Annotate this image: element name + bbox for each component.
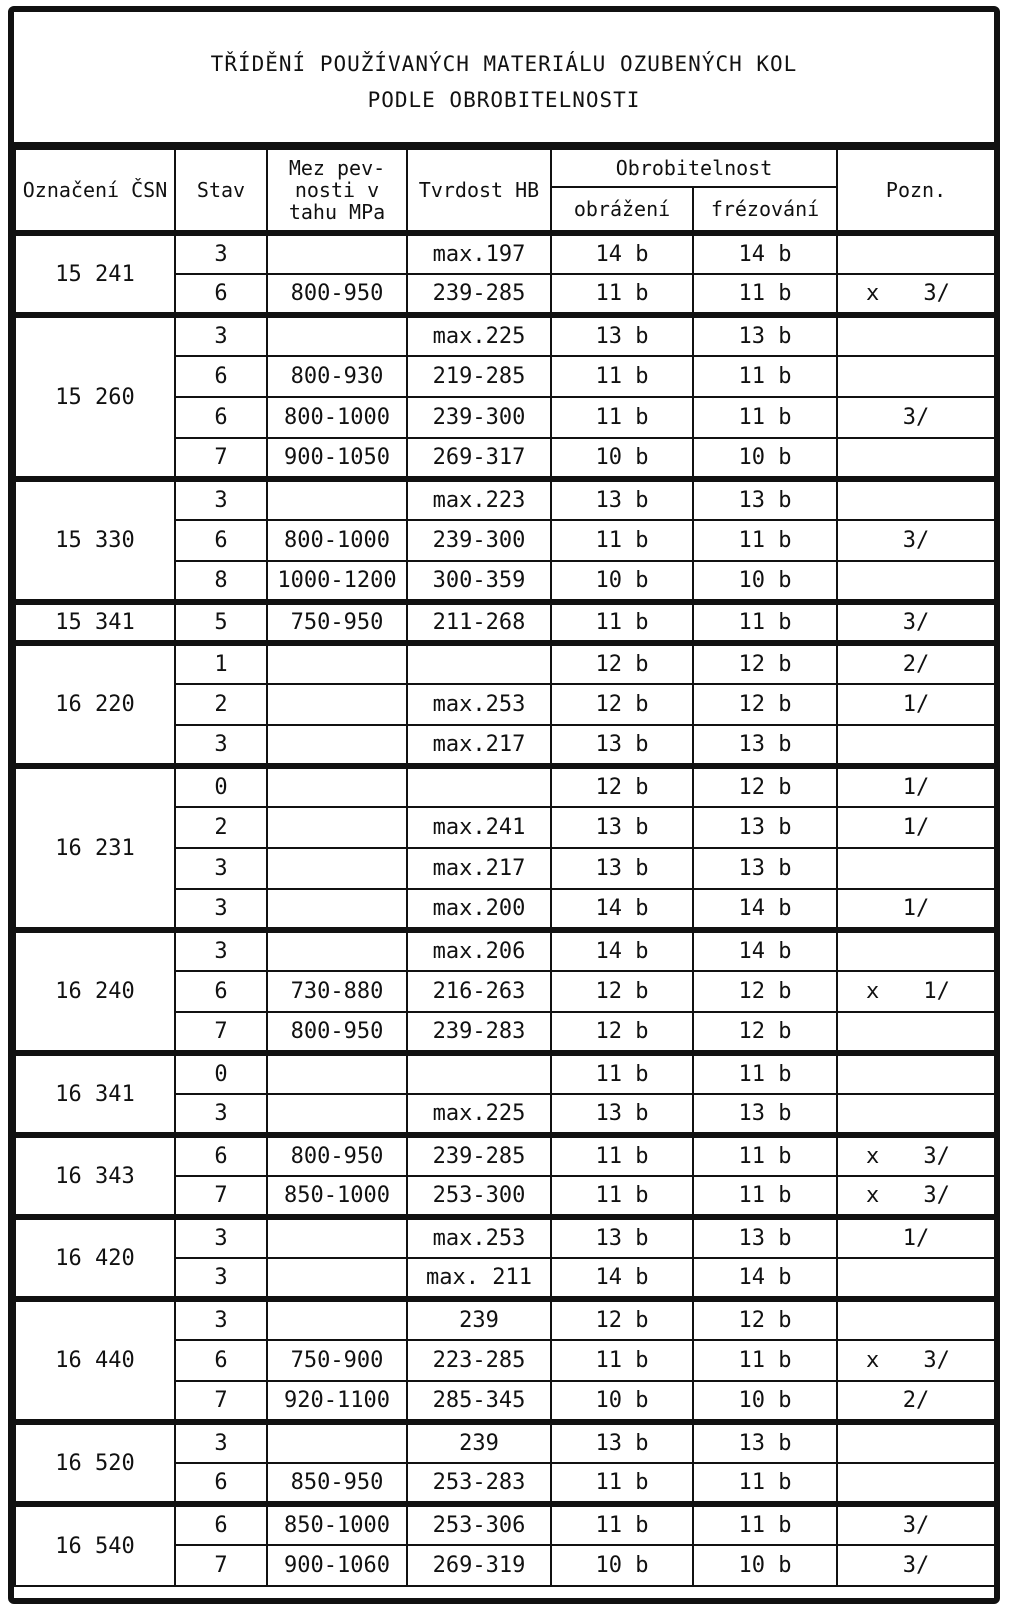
cell-stav: 3	[175, 1217, 267, 1258]
cell-mez-pevnosti: 750-900	[267, 1340, 407, 1381]
cell-obrazeni: 12 b	[551, 766, 693, 807]
cell-mez-pevnosti: 800-1000	[267, 397, 407, 438]
cell-stav: 6	[175, 1504, 267, 1545]
table-row	[15, 1135, 995, 1176]
cell-pozn	[837, 725, 995, 766]
pozn-mark: x	[866, 281, 880, 306]
cell-tvrdost: max.200	[407, 889, 551, 930]
table-row	[15, 1217, 995, 1258]
cell-stav: 2	[175, 684, 267, 725]
cell-stav: 6	[175, 1135, 267, 1176]
cell-obrazeni: 10 b	[551, 1381, 693, 1422]
cell-tvrdost: 239-300	[407, 397, 551, 438]
cell-frezovani: 13 b	[693, 479, 837, 520]
cell-obrazeni: 11 b	[551, 1135, 693, 1176]
pozn-note: 2/	[902, 652, 930, 677]
cell-obrazeni: 13 b	[551, 725, 693, 766]
cell-obrazeni: 12 b	[551, 684, 693, 725]
cell-pozn	[837, 1012, 995, 1053]
cell-tvrdost: 300-359	[407, 561, 551, 602]
cell-pozn	[837, 520, 995, 561]
cell-pozn	[837, 356, 995, 397]
cell-mez-pevnosti	[267, 930, 407, 971]
pozn-note: 1/	[902, 775, 930, 800]
cell-obrazeni: 13 b	[551, 315, 693, 356]
cell-pozn	[837, 766, 995, 807]
cell-frezovani: 14 b	[693, 930, 837, 971]
cell-mez-pevnosti	[267, 889, 407, 930]
pozn-note: 3/	[902, 1513, 930, 1538]
cell-stav: 3	[175, 848, 267, 889]
cell-pozn	[837, 643, 995, 684]
cell-stav: 3	[175, 1258, 267, 1299]
pozn-note: 3/	[902, 405, 930, 430]
cell-mez-pevnosti	[267, 233, 407, 274]
cell-frezovani: 11 b	[693, 397, 837, 438]
cell-tvrdost	[407, 1053, 551, 1094]
header-tvrdost: Tvrdost HB	[407, 149, 551, 233]
cell-obrazeni: 11 b	[551, 1504, 693, 1545]
cell-pozn	[837, 1422, 995, 1463]
cell-stav: 0	[175, 1053, 267, 1094]
cell-obrazeni: 11 b	[551, 520, 693, 561]
cell-pozn	[837, 1340, 995, 1381]
cell-mez-pevnosti	[267, 643, 407, 684]
cell-frezovani: 10 b	[693, 1381, 837, 1422]
cell-mez-pevnosti: 730-880	[267, 971, 407, 1012]
cell-stav: 8	[175, 561, 267, 602]
cell-tvrdost: 285-345	[407, 1381, 551, 1422]
pozn-note: 3/	[902, 1553, 930, 1578]
pozn-note: 2/	[902, 1388, 930, 1413]
table-row	[15, 1299, 995, 1340]
cell-mez-pevnosti: 850-1000	[267, 1504, 407, 1545]
pozn-note: 1/	[923, 979, 950, 1004]
cell-frezovani: 11 b	[693, 1135, 837, 1176]
cell-tvrdost: max. 211	[407, 1258, 551, 1299]
cell-pozn	[837, 1258, 995, 1299]
cell-frezovani: 11 b	[693, 1053, 837, 1094]
cell-stav: 6	[175, 274, 267, 315]
cell-tvrdost: 253-306	[407, 1504, 551, 1545]
header-pozn: Pozn.	[837, 149, 995, 233]
cell-obrazeni: 13 b	[551, 1094, 693, 1135]
cell-frezovani: 13 b	[693, 725, 837, 766]
cell-pozn	[837, 1094, 995, 1135]
cell-mez-pevnosti: 800-950	[267, 1135, 407, 1176]
cell-obrazeni: 10 b	[551, 438, 693, 479]
cell-mez-pevnosti	[267, 1258, 407, 1299]
table-row	[15, 1504, 995, 1545]
cell-csn: 16 540	[15, 1504, 175, 1586]
cell-pozn	[837, 1135, 995, 1176]
cell-stav: 6	[175, 356, 267, 397]
pozn-note: 3/	[902, 528, 930, 553]
cell-csn: 15 330	[15, 479, 175, 602]
cell-frezovani: 11 b	[693, 274, 837, 315]
cell-stav: 7	[175, 438, 267, 479]
cell-obrazeni: 12 b	[551, 971, 693, 1012]
cell-pozn	[837, 438, 995, 479]
cell-frezovani: 13 b	[693, 807, 837, 848]
table-row	[15, 1422, 995, 1463]
cell-pozn	[837, 684, 995, 725]
cell-obrazeni: 13 b	[551, 848, 693, 889]
cell-frezovani: 12 b	[693, 684, 837, 725]
pozn-note: 1/	[902, 815, 930, 840]
cell-frezovani: 10 b	[693, 561, 837, 602]
cell-mez-pevnosti	[267, 1299, 407, 1340]
machinability-table	[14, 148, 996, 1587]
cell-stav: 7	[175, 1012, 267, 1053]
cell-csn: 16 420	[15, 1217, 175, 1299]
cell-obrazeni: 11 b	[551, 1053, 693, 1094]
cell-mez-pevnosti	[267, 684, 407, 725]
cell-mez-pevnosti: 920-1100	[267, 1381, 407, 1422]
cell-csn: 16 231	[15, 766, 175, 930]
cell-obrazeni: 14 b	[551, 930, 693, 971]
cell-obrazeni: 12 b	[551, 1012, 693, 1053]
pozn-mark: x	[866, 1348, 880, 1373]
cell-stav: 3	[175, 889, 267, 930]
table-row	[15, 766, 995, 807]
cell-frezovani: 13 b	[693, 848, 837, 889]
cell-stav: 6	[175, 1340, 267, 1381]
table-row	[15, 233, 995, 274]
cell-pozn	[837, 1217, 995, 1258]
cell-frezovani: 13 b	[693, 1422, 837, 1463]
cell-obrazeni: 13 b	[551, 479, 693, 520]
cell-tvrdost: 269-317	[407, 438, 551, 479]
cell-pozn	[837, 561, 995, 602]
cell-obrazeni: 11 b	[551, 1340, 693, 1381]
cell-stav: 3	[175, 233, 267, 274]
cell-frezovani: 12 b	[693, 766, 837, 807]
cell-pozn	[837, 848, 995, 889]
cell-mez-pevnosti: 800-1000	[267, 520, 407, 561]
pozn-note: 3/	[923, 1144, 950, 1169]
cell-obrazeni: 10 b	[551, 561, 693, 602]
cell-stav: 6	[175, 397, 267, 438]
cell-mez-pevnosti	[267, 1053, 407, 1094]
cell-tvrdost: 253-300	[407, 1176, 551, 1217]
cell-frezovani: 14 b	[693, 1258, 837, 1299]
cell-frezovani: 12 b	[693, 643, 837, 684]
document-frame	[8, 6, 1000, 1604]
cell-csn: 16 520	[15, 1422, 175, 1504]
cell-tvrdost: max.217	[407, 848, 551, 889]
cell-stav: 0	[175, 766, 267, 807]
cell-mez-pevnosti: 800-930	[267, 356, 407, 397]
header-obrobitelnost: Obrobitelnost	[551, 149, 837, 187]
cell-obrazeni: 13 b	[551, 807, 693, 848]
cell-csn: 16 341	[15, 1053, 175, 1135]
cell-mez-pevnosti: 1000-1200	[267, 561, 407, 602]
cell-frezovani: 11 b	[693, 1176, 837, 1217]
cell-tvrdost: max.223	[407, 479, 551, 520]
cell-csn: 15 260	[15, 315, 175, 479]
cell-tvrdost: max.225	[407, 1094, 551, 1135]
table-header	[15, 149, 995, 233]
cell-obrazeni: 11 b	[551, 1463, 693, 1504]
cell-obrazeni: 13 b	[551, 1422, 693, 1463]
cell-pozn	[837, 1381, 995, 1422]
cell-tvrdost: max.241	[407, 807, 551, 848]
cell-stav: 7	[175, 1381, 267, 1422]
pozn-note: 1/	[902, 692, 930, 717]
cell-tvrdost: 269-319	[407, 1545, 551, 1586]
cell-pozn	[837, 807, 995, 848]
cell-csn: 16 343	[15, 1135, 175, 1217]
cell-tvrdost: max.217	[407, 725, 551, 766]
cell-pozn	[837, 602, 995, 643]
header-oznaceni: Označení ČSN	[15, 149, 175, 233]
cell-obrazeni: 11 b	[551, 1176, 693, 1217]
cell-mez-pevnosti: 850-950	[267, 1463, 407, 1504]
cell-pozn	[837, 479, 995, 520]
cell-pozn	[837, 1176, 995, 1217]
cell-frezovani: 12 b	[693, 971, 837, 1012]
cell-stav: 6	[175, 971, 267, 1012]
cell-obrazeni: 11 b	[551, 356, 693, 397]
cell-frezovani: 12 b	[693, 1299, 837, 1340]
cell-frezovani: 11 b	[693, 356, 837, 397]
cell-pozn	[837, 889, 995, 930]
cell-tvrdost: 239	[407, 1422, 551, 1463]
cell-pozn	[837, 971, 995, 1012]
title-line-2: PODLE OBROBITELNOSTI	[367, 88, 641, 112]
cell-mez-pevnosti	[267, 479, 407, 520]
header-frezovani: frézování	[693, 187, 837, 233]
cell-mez-pevnosti	[267, 315, 407, 356]
cell-pozn	[837, 397, 995, 438]
cell-stav: 2	[175, 807, 267, 848]
table-body	[15, 233, 995, 1586]
title-box	[14, 12, 994, 148]
cell-stav: 3	[175, 930, 267, 971]
cell-stav: 3	[175, 1422, 267, 1463]
cell-obrazeni: 14 b	[551, 233, 693, 274]
cell-frezovani: 11 b	[693, 1463, 837, 1504]
cell-stav: 5	[175, 602, 267, 643]
cell-csn: 15 341	[15, 602, 175, 643]
table-row	[15, 1053, 995, 1094]
cell-stav: 6	[175, 520, 267, 561]
table-row	[15, 479, 995, 520]
table-row	[15, 930, 995, 971]
table-row	[15, 602, 995, 643]
cell-obrazeni: 11 b	[551, 602, 693, 643]
cell-mez-pevnosti	[267, 1217, 407, 1258]
cell-stav: 6	[175, 1463, 267, 1504]
cell-mez-pevnosti	[267, 848, 407, 889]
pozn-mark: x	[866, 1144, 880, 1169]
cell-frezovani: 13 b	[693, 1217, 837, 1258]
table-row	[15, 643, 995, 684]
cell-mez-pevnosti: 900-1060	[267, 1545, 407, 1586]
cell-stav: 7	[175, 1176, 267, 1217]
cell-stav: 3	[175, 1299, 267, 1340]
cell-tvrdost: 239-283	[407, 1012, 551, 1053]
cell-frezovani: 12 b	[693, 1012, 837, 1053]
cell-tvrdost: max.197	[407, 233, 551, 274]
cell-frezovani: 10 b	[693, 1545, 837, 1586]
cell-obrazeni: 14 b	[551, 1258, 693, 1299]
cell-obrazeni: 10 b	[551, 1545, 693, 1586]
cell-frezovani: 11 b	[693, 1504, 837, 1545]
header-stav: Stav	[175, 149, 267, 233]
cell-csn: 16 220	[15, 643, 175, 766]
cell-pozn	[837, 1053, 995, 1094]
cell-frezovani: 10 b	[693, 438, 837, 479]
cell-pozn	[837, 315, 995, 356]
cell-tvrdost	[407, 766, 551, 807]
pozn-note: 1/	[902, 1226, 930, 1251]
cell-tvrdost: 219-285	[407, 356, 551, 397]
cell-tvrdost: max.206	[407, 930, 551, 971]
cell-stav: 3	[175, 315, 267, 356]
cell-stav: 3	[175, 725, 267, 766]
cell-frezovani: 14 b	[693, 889, 837, 930]
cell-csn: 16 240	[15, 930, 175, 1053]
cell-mez-pevnosti: 900-1050	[267, 438, 407, 479]
cell-obrazeni: 12 b	[551, 643, 693, 684]
cell-mez-pevnosti	[267, 807, 407, 848]
cell-obrazeni: 12 b	[551, 1299, 693, 1340]
cell-mez-pevnosti	[267, 1094, 407, 1135]
cell-mez-pevnosti	[267, 766, 407, 807]
cell-obrazeni: 11 b	[551, 397, 693, 438]
cell-mez-pevnosti: 750-950	[267, 602, 407, 643]
header-mez-pevnosti: Mez pev- nosti v tahu MPa	[267, 149, 407, 233]
title-line-1: TŘÍDĚNÍ POUŽÍVANÝCH MATERIÁLU OZUBENÝCH KOL	[210, 52, 798, 76]
cell-frezovani: 11 b	[693, 1340, 837, 1381]
cell-stav: 3	[175, 1094, 267, 1135]
pozn-mark: x	[866, 979, 880, 1004]
cell-tvrdost: 216-263	[407, 971, 551, 1012]
cell-pozn	[837, 1463, 995, 1504]
pozn-note: 3/	[923, 1348, 950, 1373]
cell-mez-pevnosti: 850-1000	[267, 1176, 407, 1217]
cell-frezovani: 11 b	[693, 602, 837, 643]
cell-pozn	[837, 1299, 995, 1340]
cell-csn: 16 440	[15, 1299, 175, 1422]
cell-pozn	[837, 1504, 995, 1545]
cell-frezovani: 13 b	[693, 315, 837, 356]
cell-mez-pevnosti: 800-950	[267, 1012, 407, 1053]
cell-tvrdost	[407, 643, 551, 684]
cell-pozn	[837, 274, 995, 315]
pozn-mark: x	[866, 1183, 880, 1208]
cell-pozn	[837, 1545, 995, 1586]
cell-stav: 3	[175, 479, 267, 520]
cell-frezovani: 11 b	[693, 520, 837, 561]
cell-frezovani: 14 b	[693, 233, 837, 274]
cell-tvrdost: 211-268	[407, 602, 551, 643]
cell-mez-pevnosti	[267, 1422, 407, 1463]
pozn-note: 3/	[923, 281, 950, 306]
cell-tvrdost: max.253	[407, 684, 551, 725]
cell-csn: 15 241	[15, 233, 175, 315]
cell-tvrdost: 239-300	[407, 520, 551, 561]
cell-stav: 7	[175, 1545, 267, 1586]
cell-tvrdost: 253-283	[407, 1463, 551, 1504]
cell-stav: 1	[175, 643, 267, 684]
cell-obrazeni: 13 b	[551, 1217, 693, 1258]
pozn-note: 3/	[902, 610, 930, 635]
cell-mez-pevnosti	[267, 725, 407, 766]
cell-pozn	[837, 233, 995, 274]
cell-mez-pevnosti: 800-950	[267, 274, 407, 315]
cell-pozn	[837, 930, 995, 971]
cell-tvrdost: 239-285	[407, 274, 551, 315]
cell-frezovani: 13 b	[693, 1094, 837, 1135]
pozn-note: 1/	[902, 896, 930, 921]
cell-tvrdost: 223-285	[407, 1340, 551, 1381]
cell-tvrdost: 239	[407, 1299, 551, 1340]
cell-tvrdost: max.253	[407, 1217, 551, 1258]
cell-tvrdost: 239-285	[407, 1135, 551, 1176]
table-row	[15, 315, 995, 356]
pozn-note: 3/	[923, 1183, 950, 1208]
cell-obrazeni: 11 b	[551, 274, 693, 315]
header-obrazeni: obrážení	[551, 187, 693, 233]
cell-tvrdost: max.225	[407, 315, 551, 356]
cell-obrazeni: 14 b	[551, 889, 693, 930]
